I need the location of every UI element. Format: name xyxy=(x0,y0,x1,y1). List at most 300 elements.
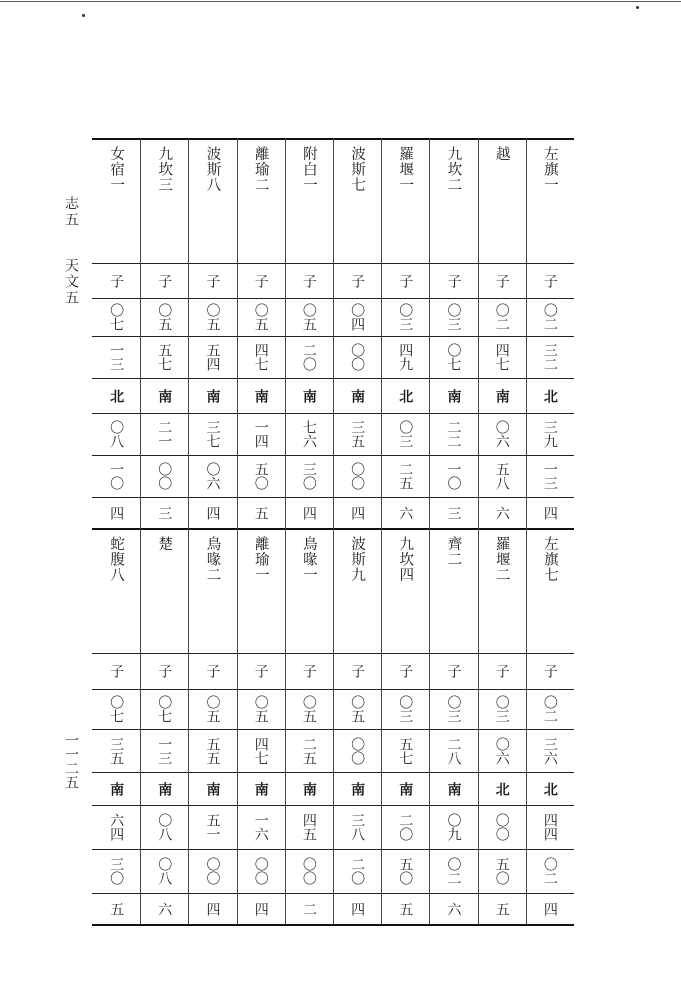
numeric-value: 〇〇 xyxy=(300,857,317,885)
numeric-value: 〇〇 xyxy=(349,736,366,765)
table-cell xyxy=(478,849,526,893)
table-cell xyxy=(381,263,429,298)
numeric-value: 子 xyxy=(252,664,269,678)
numeric-value: 一六 xyxy=(252,813,269,841)
numeric-value: 三〇 xyxy=(300,462,317,490)
table-cell xyxy=(381,497,429,528)
numeric-value: 〇六 xyxy=(204,462,221,490)
star-name: 羅堰一 xyxy=(397,146,414,193)
numeric-value: 五 xyxy=(108,901,125,916)
numeric-value: 子 xyxy=(300,664,317,678)
numeric-value: 〇五 xyxy=(156,303,173,331)
table-cell xyxy=(381,729,429,772)
table-cell xyxy=(140,413,188,455)
table-cell xyxy=(285,298,333,336)
table-cell xyxy=(429,893,477,924)
numeric-value: 四 xyxy=(108,505,125,520)
table-cell xyxy=(526,689,574,729)
numeric-value: 五五 xyxy=(204,736,221,765)
star-name-cell xyxy=(285,146,333,263)
numeric-value: 子 xyxy=(397,664,414,678)
numeric-value: 七六 xyxy=(300,420,317,448)
numeric-value: 子 xyxy=(493,273,510,288)
star-name-cell xyxy=(140,146,188,263)
star-name: 羅堰二 xyxy=(493,536,510,583)
table-cell xyxy=(237,805,285,849)
margin-page-number: 一一二五 xyxy=(63,733,79,789)
numeric-value: 四七 xyxy=(493,343,510,371)
numeric-value: 三九 xyxy=(541,420,558,448)
table-cell xyxy=(237,497,285,528)
direction-value: 南 xyxy=(204,781,221,796)
numeric-value: 子 xyxy=(349,664,366,678)
numeric-value: 五 xyxy=(397,901,414,916)
star-name: 離瑜二 xyxy=(252,146,269,193)
table-cell xyxy=(140,263,188,298)
table-cell xyxy=(188,849,236,893)
table-cell xyxy=(140,729,188,772)
star-name-cell xyxy=(188,536,236,653)
direction-value: 南 xyxy=(493,388,510,403)
table-cell xyxy=(381,849,429,893)
table-cell xyxy=(92,455,140,497)
numeric-value: 子 xyxy=(108,273,125,288)
numeric-value: 二八 xyxy=(445,736,462,765)
table-cell xyxy=(381,805,429,849)
numeric-value: 〇〇 xyxy=(252,857,269,885)
table-cell xyxy=(237,849,285,893)
numeric-value: 〇〇 xyxy=(349,462,366,490)
table-cell xyxy=(333,849,381,893)
table-cell xyxy=(188,689,236,729)
numeric-value: 〇三 xyxy=(397,695,414,723)
numeric-value: 〇五 xyxy=(349,695,366,723)
numeric-value: 五七 xyxy=(397,736,414,765)
numeric-value: 〇六 xyxy=(493,736,510,765)
margin-section-label: 天文五 xyxy=(63,258,79,306)
table-cell xyxy=(92,298,140,336)
table-cell xyxy=(478,455,526,497)
table-cell xyxy=(526,893,574,924)
table-cell xyxy=(92,497,140,528)
numeric-value: 二 xyxy=(300,901,317,916)
star-table-lower xyxy=(92,528,574,924)
star-table-upper xyxy=(92,138,574,528)
star-name: 鳥喙二 xyxy=(204,536,221,583)
numeric-value: 三二 xyxy=(541,343,558,371)
numeric-value: 〇七 xyxy=(445,343,462,371)
star-name-cell xyxy=(478,536,526,653)
numeric-value: 四五 xyxy=(300,813,317,841)
table-cell xyxy=(188,805,236,849)
table-cell xyxy=(285,455,333,497)
numeric-value: 〇五 xyxy=(204,303,221,331)
table-cell xyxy=(140,378,188,413)
numeric-value: 〇八 xyxy=(108,420,125,448)
table-cell xyxy=(333,298,381,336)
direction-value: 南 xyxy=(156,781,173,796)
numeric-value: 〇七 xyxy=(108,695,125,723)
numeric-value: 五一 xyxy=(204,813,221,841)
direction-value: 北 xyxy=(397,388,414,403)
table-cell xyxy=(92,689,140,729)
table-cell xyxy=(140,336,188,378)
table-cell xyxy=(526,413,574,455)
numeric-value: 四 xyxy=(349,901,366,916)
table-cell xyxy=(237,455,285,497)
numeric-value: 子 xyxy=(108,664,125,678)
numeric-value: 四七 xyxy=(252,343,269,371)
numeric-value: 四 xyxy=(204,901,221,916)
table-cell xyxy=(140,772,188,805)
table-cell xyxy=(237,263,285,298)
star-name: 波斯七 xyxy=(349,146,366,193)
table-cell xyxy=(188,413,236,455)
numeric-value: 〇四 xyxy=(349,303,366,331)
table-cell xyxy=(140,298,188,336)
numeric-value: 一〇 xyxy=(108,462,125,490)
table-cell xyxy=(237,729,285,772)
numeric-value: 〇五 xyxy=(204,695,221,723)
table-cell xyxy=(333,689,381,729)
direction-value: 北 xyxy=(493,781,510,796)
direction-value: 南 xyxy=(349,781,366,796)
numeric-value: 六四 xyxy=(108,813,125,841)
numeric-value: 子 xyxy=(349,273,366,288)
table-cell xyxy=(478,772,526,805)
numeric-value: 〇三 xyxy=(445,695,462,723)
numeric-value: 三七 xyxy=(204,420,221,448)
table-cell xyxy=(478,263,526,298)
table-cell xyxy=(285,849,333,893)
star-name: 鳥喙一 xyxy=(300,536,317,583)
table-cell xyxy=(285,729,333,772)
table-cell xyxy=(429,849,477,893)
numeric-value: 二〇 xyxy=(397,813,414,841)
table-cell xyxy=(188,378,236,413)
table-cell xyxy=(429,653,477,689)
numeric-value: 一〇 xyxy=(445,462,462,490)
table-cell xyxy=(478,893,526,924)
star-name-cell xyxy=(237,146,285,263)
numeric-value: 三五 xyxy=(349,420,366,448)
table-cell xyxy=(429,336,477,378)
star-name-cell xyxy=(92,536,140,653)
direction-value: 南 xyxy=(252,781,269,796)
table-cell xyxy=(285,378,333,413)
table-cell xyxy=(526,772,574,805)
table-cell xyxy=(92,653,140,689)
table-cell xyxy=(92,263,140,298)
table-cell xyxy=(188,455,236,497)
table-cell xyxy=(140,849,188,893)
table-cell xyxy=(140,455,188,497)
star-name: 離瑜一 xyxy=(252,536,269,583)
numeric-value: 五八 xyxy=(493,462,510,490)
numeric-value: 二五 xyxy=(300,736,317,765)
numeric-value: 五〇 xyxy=(397,857,414,885)
star-name: 左旗一 xyxy=(541,146,558,193)
table-cell xyxy=(429,455,477,497)
table-cell xyxy=(140,497,188,528)
numeric-value: 二五 xyxy=(397,462,414,490)
star-name-cell xyxy=(381,536,429,653)
table-cell xyxy=(333,893,381,924)
table-cell xyxy=(140,805,188,849)
numeric-value: 六 xyxy=(445,901,462,916)
table-cell xyxy=(526,653,574,689)
page-top-edge xyxy=(0,1,681,2)
table-cell xyxy=(188,336,236,378)
table-cell xyxy=(526,263,574,298)
table-cell xyxy=(237,336,285,378)
table-cell xyxy=(92,772,140,805)
table-cell xyxy=(526,805,574,849)
table-cell xyxy=(285,413,333,455)
numeric-value: 〇二 xyxy=(445,857,462,885)
star-name-cell xyxy=(526,146,574,263)
numeric-value: 〇三 xyxy=(397,303,414,331)
table-cell xyxy=(188,772,236,805)
table-cell xyxy=(526,378,574,413)
numeric-value: 五 xyxy=(252,505,269,520)
table-rule xyxy=(92,924,574,926)
table-cell xyxy=(333,336,381,378)
table-cell xyxy=(526,849,574,893)
table-cell xyxy=(285,772,333,805)
numeric-value: 三 xyxy=(156,505,173,520)
numeric-value: 三 xyxy=(445,505,462,520)
numeric-value: 四 xyxy=(541,505,558,520)
direction-value: 北 xyxy=(108,388,125,403)
table-cell xyxy=(237,689,285,729)
table-cell xyxy=(285,689,333,729)
table-cell xyxy=(188,729,236,772)
scan-speck xyxy=(82,14,85,17)
star-name: 九坎二 xyxy=(445,146,462,193)
numeric-value: 五四 xyxy=(204,343,221,371)
star-name-cell xyxy=(92,146,140,263)
direction-value: 南 xyxy=(445,781,462,796)
table-cell xyxy=(478,729,526,772)
numeric-value: 子 xyxy=(445,273,462,288)
numeric-value: 〇〇 xyxy=(204,857,221,885)
table-cell xyxy=(140,893,188,924)
numeric-value: 二二 xyxy=(445,420,462,448)
table-cell xyxy=(285,653,333,689)
numeric-value: 一三 xyxy=(541,462,558,490)
table-cell xyxy=(478,689,526,729)
table-cell xyxy=(333,455,381,497)
direction-value: 南 xyxy=(300,388,317,403)
table-cell xyxy=(381,772,429,805)
star-name-cell xyxy=(285,536,333,653)
table-cell xyxy=(381,893,429,924)
numeric-value: 五〇 xyxy=(252,462,269,490)
table-cell xyxy=(381,298,429,336)
direction-value: 南 xyxy=(300,781,317,796)
table-cell xyxy=(285,336,333,378)
table-cell xyxy=(381,413,429,455)
table-cell xyxy=(478,336,526,378)
table-cell xyxy=(429,263,477,298)
star-name-cell xyxy=(526,536,574,653)
table-cell xyxy=(92,336,140,378)
numeric-value: 子 xyxy=(397,273,414,288)
table-cell xyxy=(92,893,140,924)
table-cell xyxy=(92,849,140,893)
star-name-cell xyxy=(333,536,381,653)
numeric-value: 三六 xyxy=(541,736,558,765)
margin-volume-label: 志五 xyxy=(63,196,79,228)
numeric-value: 二〇 xyxy=(349,857,366,885)
numeric-value: 〇二 xyxy=(541,303,558,331)
table-cell xyxy=(237,298,285,336)
direction-value: 南 xyxy=(108,781,125,796)
table-cell xyxy=(429,729,477,772)
table-cell xyxy=(237,772,285,805)
table-cell xyxy=(429,772,477,805)
numeric-value: 六 xyxy=(493,505,510,520)
numeric-value: 五 xyxy=(493,901,510,916)
numeric-value: 子 xyxy=(300,273,317,288)
numeric-value: 〇六 xyxy=(493,420,510,448)
numeric-value: 子 xyxy=(541,273,558,288)
table-cell xyxy=(333,263,381,298)
numeric-value: 〇五 xyxy=(300,695,317,723)
numeric-value: 子 xyxy=(156,664,173,678)
star-name: 波斯九 xyxy=(349,536,366,583)
numeric-value: 子 xyxy=(204,273,221,288)
table-cell xyxy=(381,455,429,497)
star-name: 楚 xyxy=(156,536,173,552)
table-cell xyxy=(381,378,429,413)
numeric-value: 三五 xyxy=(108,736,125,765)
table-cell xyxy=(285,893,333,924)
numeric-value: 〇八 xyxy=(156,813,173,841)
star-name-cell xyxy=(478,146,526,263)
table-cell xyxy=(478,378,526,413)
star-name: 九坎四 xyxy=(397,536,414,583)
star-name: 蛇腹八 xyxy=(108,536,125,583)
table-cell xyxy=(188,497,236,528)
numeric-value: 五〇 xyxy=(493,857,510,885)
table-cell xyxy=(381,689,429,729)
table-cell xyxy=(478,497,526,528)
numeric-value: 六 xyxy=(397,505,414,520)
table-cell xyxy=(92,729,140,772)
numeric-value: 〇三 xyxy=(445,303,462,331)
numeric-value: 〇七 xyxy=(108,303,125,331)
star-name: 波斯八 xyxy=(204,146,221,193)
numeric-value: 〇三 xyxy=(493,695,510,723)
table-cell xyxy=(381,336,429,378)
table-cell xyxy=(237,413,285,455)
direction-value: 南 xyxy=(349,388,366,403)
star-name-cell xyxy=(188,146,236,263)
numeric-value: 〇二 xyxy=(493,303,510,331)
table-cell xyxy=(92,805,140,849)
direction-value: 南 xyxy=(252,388,269,403)
table-cell xyxy=(429,378,477,413)
numeric-value: 一三 xyxy=(156,736,173,765)
table-cell xyxy=(478,413,526,455)
table-cell xyxy=(188,298,236,336)
numeric-value: 〇三 xyxy=(397,420,414,448)
table-cell xyxy=(526,336,574,378)
table-cell xyxy=(188,263,236,298)
table-cell xyxy=(285,263,333,298)
numeric-value: 子 xyxy=(445,664,462,678)
star-name-cell xyxy=(429,146,477,263)
table-cell xyxy=(333,772,381,805)
table-cell xyxy=(478,298,526,336)
table-cell xyxy=(333,729,381,772)
direction-value: 南 xyxy=(156,388,173,403)
numeric-value: 〇二 xyxy=(541,695,558,723)
numeric-value: 子 xyxy=(156,273,173,288)
table-cell xyxy=(526,455,574,497)
table-cell xyxy=(333,653,381,689)
table-cell xyxy=(526,298,574,336)
star-name: 附白一 xyxy=(300,146,317,193)
numeric-value: 〇七 xyxy=(156,695,173,723)
table-cell xyxy=(140,653,188,689)
direction-value: 南 xyxy=(397,781,414,796)
numeric-value: 子 xyxy=(493,664,510,678)
numeric-value: 四七 xyxy=(252,736,269,765)
table-cell xyxy=(429,497,477,528)
star-name: 女宿一 xyxy=(108,146,125,193)
table-cell xyxy=(429,413,477,455)
table-cell xyxy=(429,805,477,849)
star-name-cell xyxy=(381,146,429,263)
table-cell xyxy=(237,378,285,413)
numeric-value: 四 xyxy=(349,505,366,520)
table-cell xyxy=(237,893,285,924)
numeric-value: 二〇 xyxy=(300,343,317,371)
numeric-value: 三〇 xyxy=(108,857,125,885)
numeric-value: 四四 xyxy=(541,813,558,841)
star-name-cell xyxy=(140,536,188,653)
numeric-value: 四 xyxy=(204,505,221,520)
direction-value: 南 xyxy=(204,388,221,403)
table-cell xyxy=(478,653,526,689)
table-cell xyxy=(333,805,381,849)
table-cell xyxy=(92,378,140,413)
numeric-value: 子 xyxy=(252,273,269,288)
table-cell xyxy=(526,729,574,772)
star-name-cell xyxy=(333,146,381,263)
numeric-value: 〇〇 xyxy=(156,462,173,490)
numeric-value: 四 xyxy=(300,505,317,520)
direction-value: 北 xyxy=(541,781,558,796)
star-name: 越 xyxy=(493,146,510,162)
star-name-cell xyxy=(429,536,477,653)
table-cell xyxy=(333,497,381,528)
numeric-value: 〇〇 xyxy=(493,813,510,841)
numeric-value: 子 xyxy=(541,664,558,678)
table-cell xyxy=(285,805,333,849)
table-cell xyxy=(333,413,381,455)
numeric-value: 〇五 xyxy=(300,303,317,331)
numeric-value: 三八 xyxy=(349,813,366,841)
numeric-value: 一四 xyxy=(252,420,269,448)
numeric-value: 六 xyxy=(156,901,173,916)
star-name-cell xyxy=(237,536,285,653)
numeric-value: 子 xyxy=(204,664,221,678)
table-cell xyxy=(429,689,477,729)
